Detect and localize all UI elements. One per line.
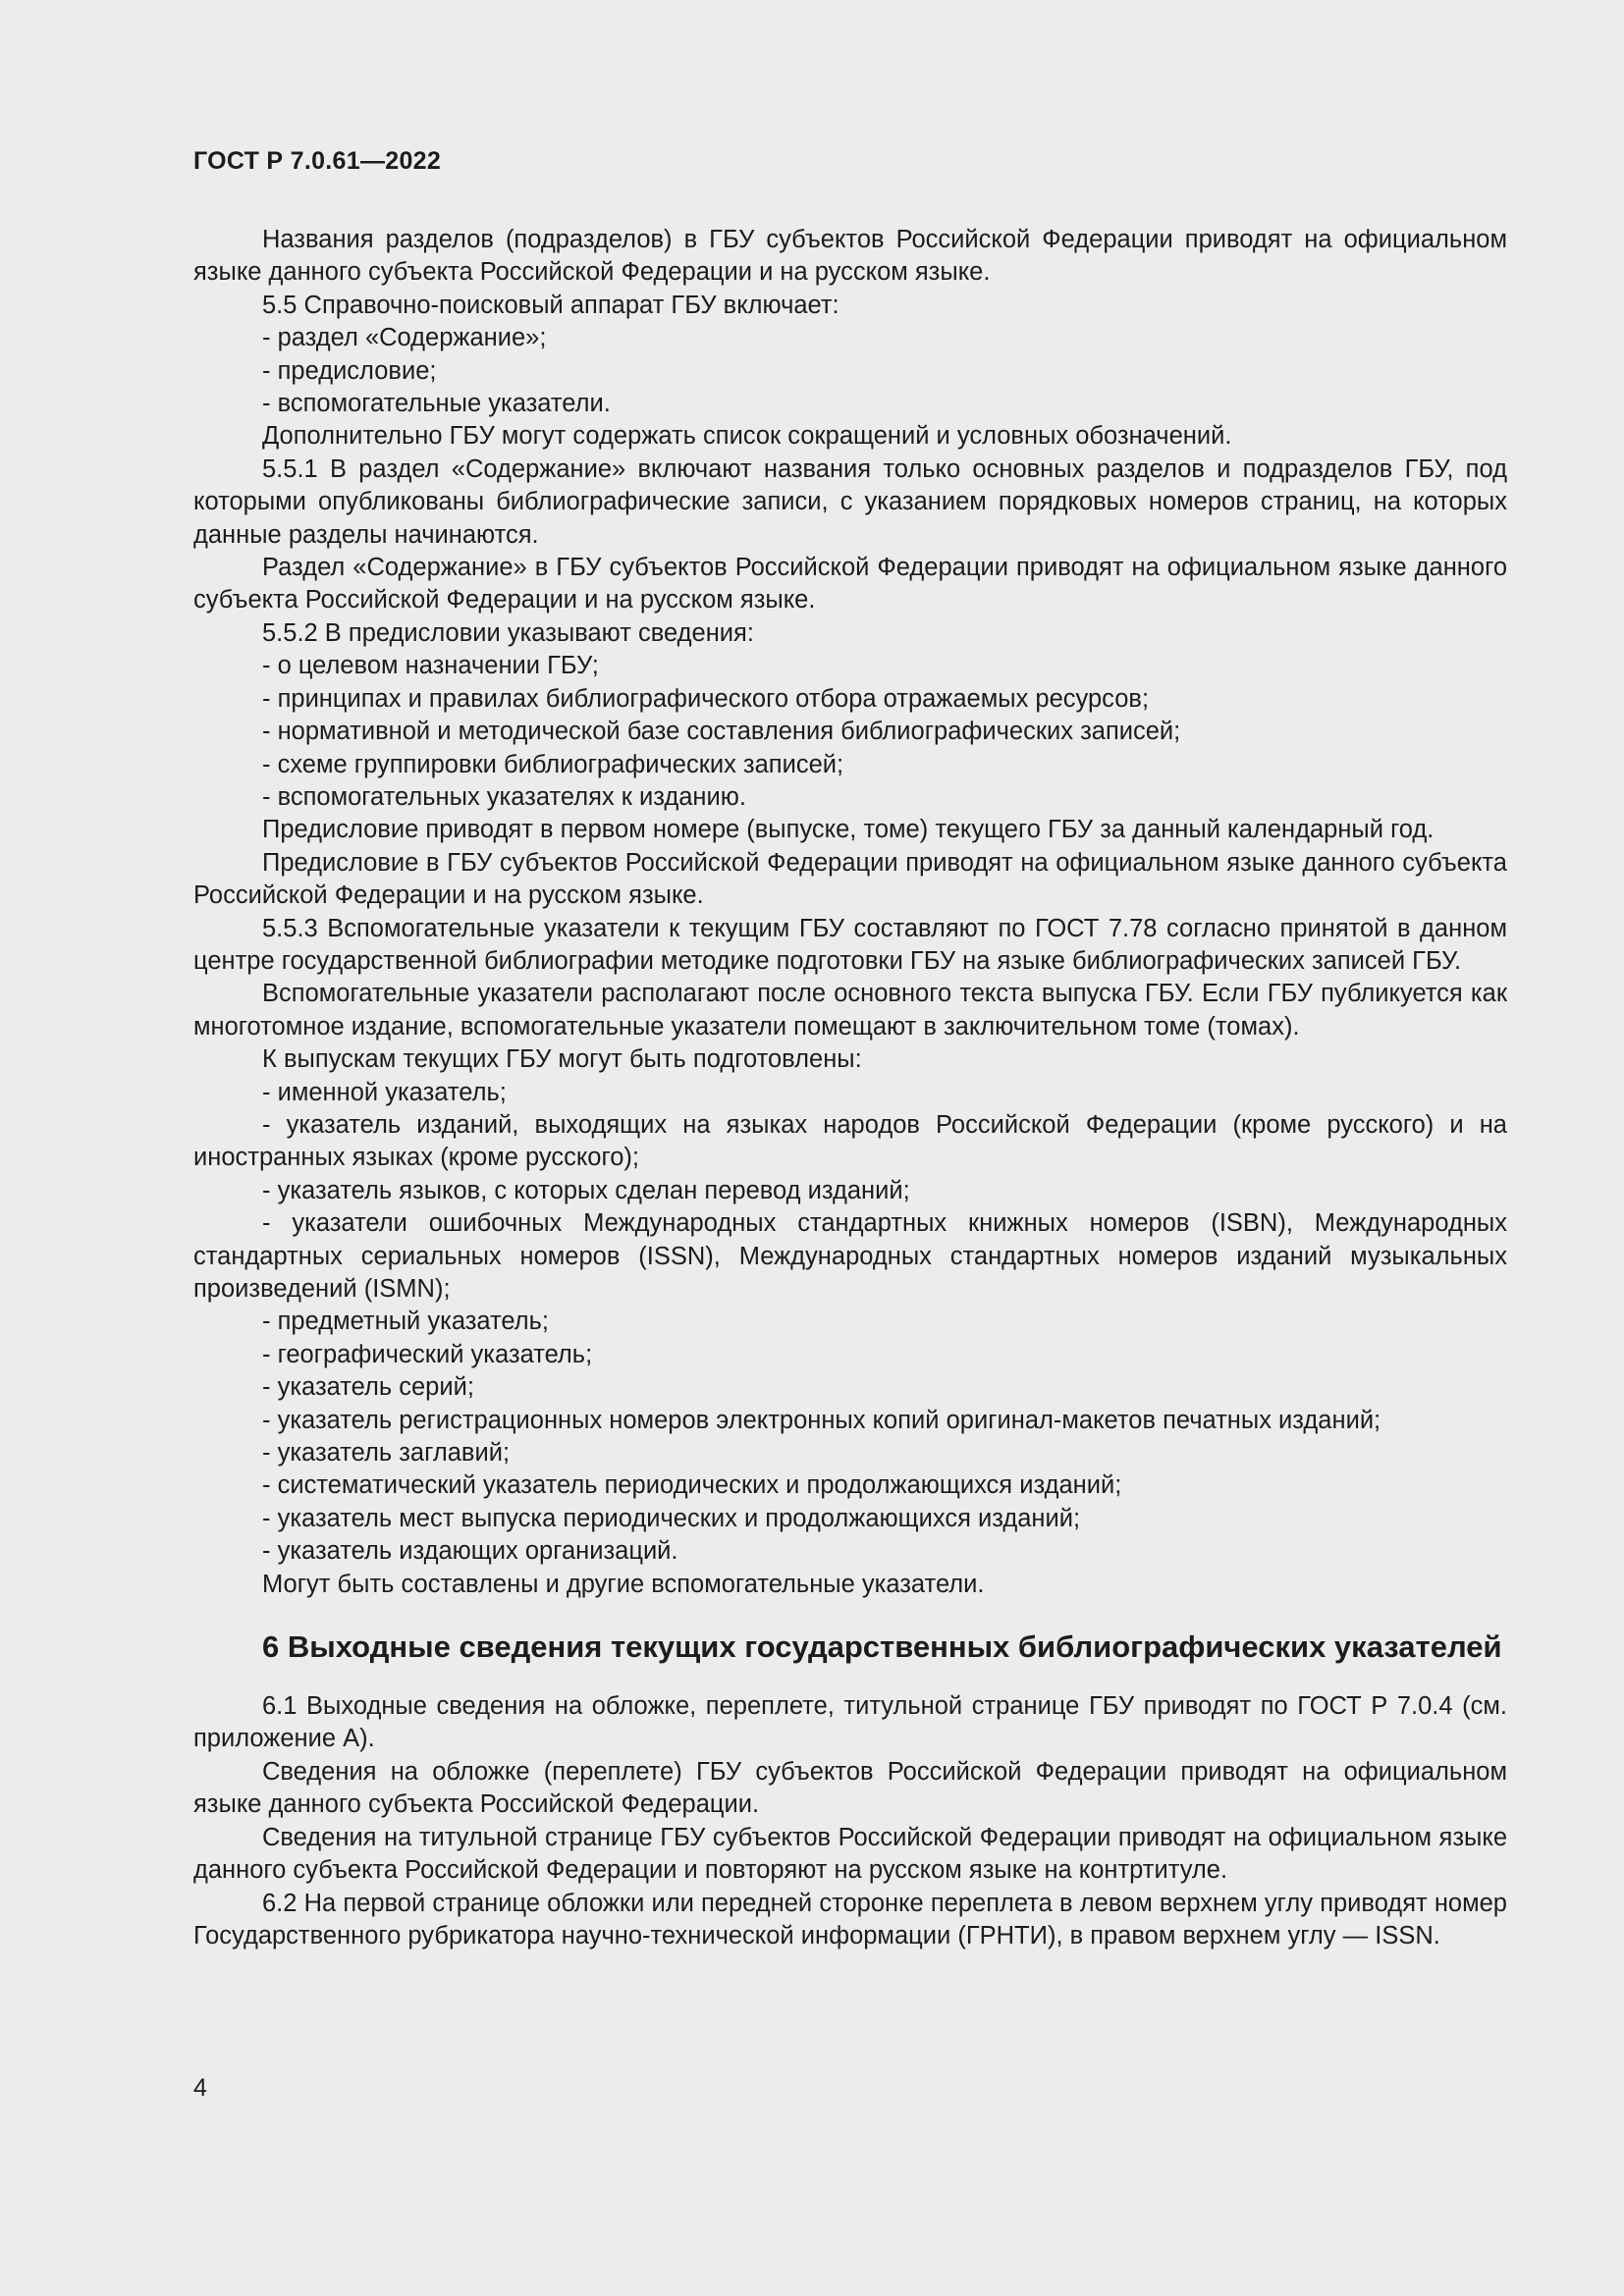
list-item: - указатели ошибочных Международных стандартных книжных номеров (ISBN), Международных стандартных сериальных номеров (ISSN), Международных стандартных номеров изданий музыкальных произведений (ISMN); <box>193 1209 1507 1303</box>
paragraph: 6.1 Выходные сведения на обложке, переплете, титульной странице ГБУ приводят по ГОСТ Р 7.0.4 (см. приложение А). <box>193 1692 1507 1753</box>
paragraph: 5.5.3 Вспомогательные указатели к текущим ГБУ составляют по ГОСТ 7.78 согласно принятой в данном центре государственной библиографии методике подготовки ГБУ на языке библиографических записей ГБУ. <box>193 914 1507 975</box>
paragraph: Дополнительно ГБУ могут содержать список сокращений и условных обозначений. <box>262 422 1232 451</box>
paragraph: 5.5.2 В предисловии указывают сведения: <box>262 618 754 647</box>
paragraph: 6.2 На первой странице обложки или передней сторонке переплета в левом верхнем углу приводят номер Государственного рубрикатора научно-технической информации (ГРНТИ), в правом верхнем углу — ISSN. <box>193 1889 1507 1949</box>
paragraph: Сведения на титульной странице ГБУ субъектов Российской Федерации приводят на официальном языке данного субъекта Российской Федерации и повторяют на русском языке на контртитуле. <box>193 1823 1507 1885</box>
list-item: - географический указатель; <box>262 1340 593 1368</box>
list-item: - о целевом назначении ГБУ; <box>262 652 599 680</box>
paragraph: 5.5.1 В раздел «Содержание» включают названия только основных разделов и подразделов ГБУ, под которыми опубликованы библиографические записи, с указанием порядковых номеров страниц, на которых данные разделы начинаются. <box>193 454 1507 549</box>
standard-designation: ГОСТ Р 7.0.61—2022 <box>193 147 442 175</box>
page-body <box>193 224 1507 1952</box>
section-heading: 6 Выходные сведения текущих государственных библиографических указателей <box>262 1629 1502 1665</box>
paragraph: Вспомогательные указатели располагают после основного текста выпуска ГБУ. Если ГБУ публикуется как многотомное издание, вспомогательные указатели помещают в заключительном томе (томах). <box>193 980 1507 1041</box>
list-item: - вспомогательные указатели. <box>262 390 611 418</box>
paragraph: К выпускам текущих ГБУ могут быть подготовлены: <box>262 1045 862 1074</box>
list-item: - указатель мест выпуска периодических и продолжающихся изданий; <box>262 1504 1081 1532</box>
list-item: - предметный указатель; <box>262 1308 550 1336</box>
list-item: - указатель издающих организаций. <box>262 1537 678 1566</box>
paragraph: Раздел «Содержание» в ГБУ субъектов Российской Федерации приводят на официальном языке данного субъекта Российской Федерации и на русском языке. <box>193 554 1507 614</box>
list-item: - схеме группировки библиографических записей; <box>262 750 844 778</box>
paragraph: Сведения на обложке (переплете) ГБУ субъектов Российской Федерации приводят на официальном языке данного субъекта Российской Федерации. <box>193 1757 1507 1819</box>
list-item: - указатель изданий, выходящих на языках народов Российской Федерации (кроме русского) и на иностранных языках (кроме русского); <box>193 1110 1507 1172</box>
paragraph: 5.5 Справочно-поисковый аппарат ГБУ включает: <box>262 291 839 319</box>
paragraph: Предисловие в ГБУ субъектов Российской Федерации приводят на официальном языке данного субъекта Российской Федерации и на русском языке. <box>193 848 1507 910</box>
list-item: - указатель заглавий; <box>262 1439 511 1468</box>
list-item: - указатель регистрационных номеров электронных копий оригинал-макетов печатных изданий; <box>262 1406 1381 1434</box>
paragraph: Названия разделов (подразделов) в ГБУ субъектов Российской Федерации приводят на официальном языке данного субъекта Российской Федерации и на русском языке. <box>193 226 1507 287</box>
list-item: - нормативной и методической базе составления библиографических записей; <box>262 718 1181 746</box>
paragraph: Могут быть составлены и другие вспомогательные указатели. <box>262 1570 985 1598</box>
paragraph: Предисловие приводят в первом номере (выпуске, томе) текущего ГБУ за данный календарный год. <box>262 816 1435 844</box>
list-item: - систематический указатель периодических и продолжающихся изданий; <box>262 1471 1122 1500</box>
list-item: - принципах и правилах библиографического отбора отражаемых ресурсов; <box>262 684 1150 713</box>
list-item: - вспомогательных указателях к изданию. <box>262 782 746 811</box>
list-item: - указатель серий; <box>262 1373 474 1402</box>
page-number: 4 <box>193 2074 207 2102</box>
list-item: - именной указатель; <box>262 1078 507 1106</box>
list-item: - раздел «Содержание»; <box>262 324 547 352</box>
list-item: - указатель языков, с которых сделан перевод изданий; <box>262 1176 910 1204</box>
list-item: - предисловие; <box>262 356 437 385</box>
